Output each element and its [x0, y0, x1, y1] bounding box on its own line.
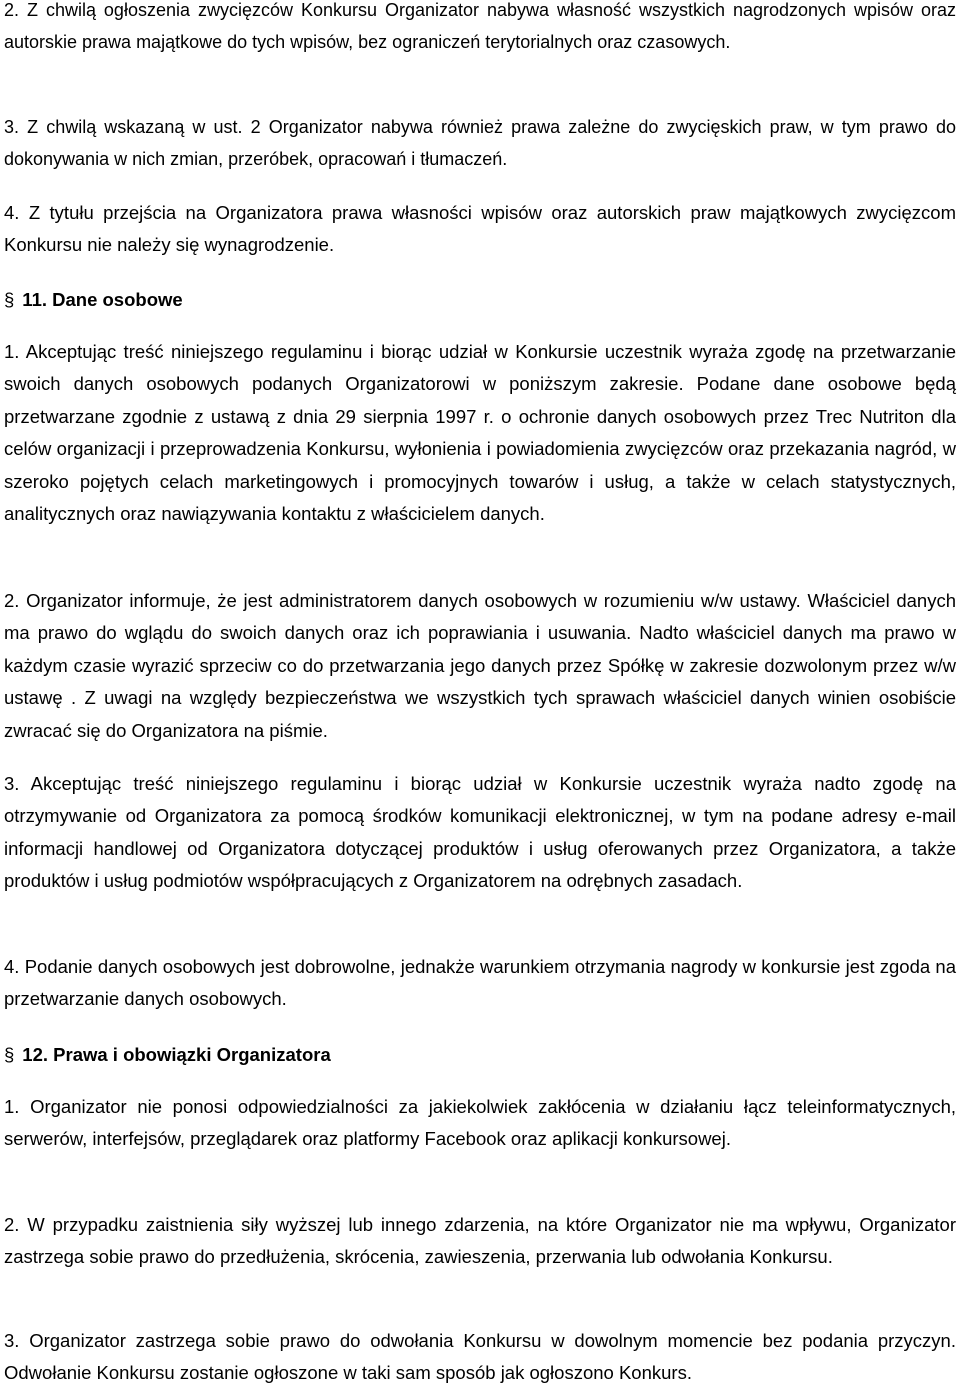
section-12-heading: [4, 1043, 704, 1067]
section-11-title: 11. Dane osobowe: [22, 289, 183, 310]
paragraph-12-2: 2. W przypadku zaistnienia siły wyższej lub innego zdarzenia, na które Organizator nie ma wpływu, Organizator zastrzega sobie prawo do przedłużenia, skrócenia, zawieszenia, przerwania lub odwołania Konkursu.: [4, 1214, 956, 1268]
section-symbol: §: [4, 1044, 15, 1065]
section-symbol: §: [4, 289, 15, 310]
paragraph-11-4: 4. Podanie danych osobowych jest dobrowolne, jednakże warunkiem otrzymania nagrody w konkursie jest zgoda na przetwarzanie danych osobowych.: [4, 956, 956, 1010]
paragraph-11-1: 1. Akceptując treść niniejszego regulaminu i biorąc udział w Konkursie uczestnik wyraża zgodę na przetwarzanie swoich danych osobowych podanych Organizatorowi w poniższym zakresie. Podane dane osobowe będą przetwarzane zgodnie z ustawą z dnia 29 sierpnia 1997 r. o ochronie danych osobowych przez Trec Nutriton dla celów organizacji i przeprowadzenia Konkursu, wyłonienia i powiadomienia zwycięzców oraz przekazania nagród, w szeroko pojętych celach marketingowych i promocyjnych towarów i usług, a także w celach statystycznych, analitycznych oraz nawiązywania kontaktu z właścicielem danych.: [4, 341, 956, 525]
paragraph-11-3: 3. Akceptując treść niniejszego regulaminu i biorąc udział w Konkursie uczestnik wyraża nadto zgodę na otrzymywanie od Organizatora za pomocą środków komunikacji elektronicznej, w tym na podane adresy e-mail informacji handlowej od Organizatora dotyczącej produktów i usług oferowanych przez Organizatora, a także produktów i usług podmiotów współpracujących z Organizatorem na odrębnych zasadach.: [4, 773, 956, 892]
paragraph-12-3: 3. Organizator zastrzega sobie prawo do odwołania Konkursu w dowolnym momencie bez podania przyczyn. Odwołanie Konkursu zostanie ogłoszone w taki sam sposób jak ogłoszono Konkurs.: [4, 1330, 956, 1384]
paragraph-10-4: 4. Z tytułu przejścia na Organizatora prawa własności wpisów oraz autorskich praw majątkowych zwycięzcom Konkursu nie należy się wynagrodzenie.: [4, 202, 956, 256]
paragraph-11-2: 2. Organizator informuje, że jest administratorem danych osobowych w rozumieniu w/w ustawy. Właściciel danych ma prawo do wglądu do swoich danych oraz ich poprawiania i usuwania. Nadto właściciel danych ma prawo w każdym czasie wyrazić sprzeciw co do przetwarzania jego danych przez Spółkę w zakresie dozwolonym przez w/w ustawę . Z uwagi na względy bezpieczeństwa we wszystkich tych sprawach właściciel danych winien osobiście zwracać się do Organizatora na piśmie.: [4, 590, 956, 741]
section-12-title: 12. Prawa i obowiązki Organizatora: [22, 1044, 331, 1065]
paragraph-10-2: 2. Z chwilą ogłoszenia zwycięzców Konkursu Organizator nabywa własność wszystkich nagrodzonych wpisów oraz autorskie prawa majątkowe do tych wpisów, bez ograniczeń terytorialnych oraz czasowych.: [4, 0, 956, 53]
paragraph-12-1: 1. Organizator nie ponosi odpowiedzialności za jakiekolwiek zakłócenia w działaniu łącz teleinformatycznych, serwerów, interfejsów, przeglądarek oraz platformy Facebook oraz aplikacji konkursowej.: [4, 1096, 956, 1150]
paragraph-10-3: 3. Z chwilą wskazaną w ust. 2 Organizator nabywa również prawa zależne do zwycięskich praw, w tym prawo do dokonywania w nich zmian, przeróbek, opracowań i tłumaczeń.: [4, 117, 956, 170]
section-11-heading: [4, 288, 704, 312]
